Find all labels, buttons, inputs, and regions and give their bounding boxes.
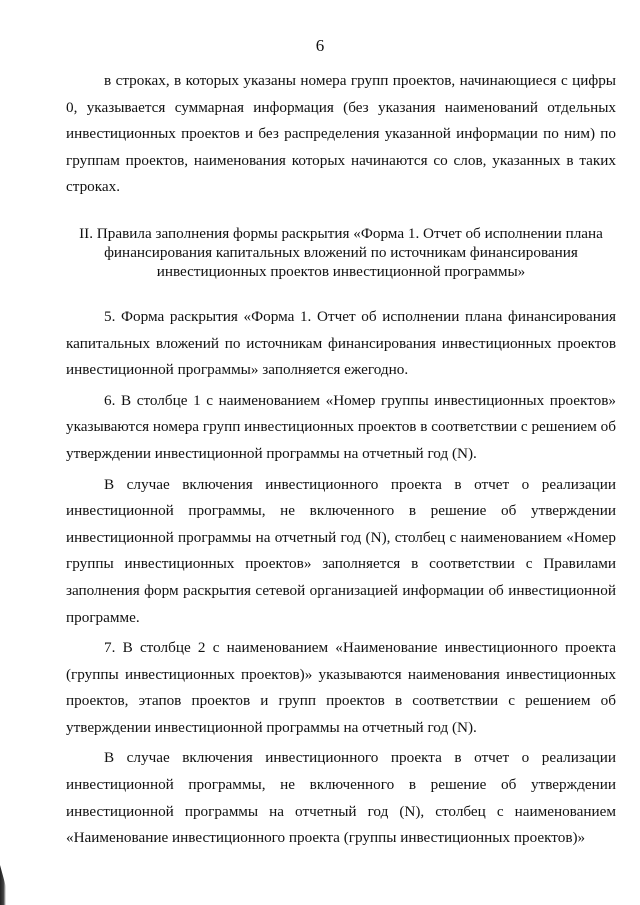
paragraph-5: 5. Форма раскрытия «Форма 1. Отчет об исполнении плана финансирования капитальных вложений по источникам финансирования инвестиционных проектов инвестиционной программы» заполняется ежегодно. xyxy=(66,307,616,379)
paragraph-intro: в строках, в которых указаны номера групп проектов, начинающиеся с цифры 0, указывается суммарная информация (без указания наименований отдельных инвестиционных проектов и без распределения указанной информации по ним) по группам проектов, наименования которых начинаются со слов, указанных в таких строках. xyxy=(66,72,616,196)
paragraph-6: 6. В столбце 1 с наименованием «Номер группы инвестиционных проектов» указываются номера групп инвестиционных проектов в соответствии с решением об утверждении инвестиционной программы на отчетный год (N). xyxy=(66,391,616,462)
scan-edge-mark xyxy=(0,865,6,905)
document-body xyxy=(66,68,616,852)
paragraph-7-continued: В случае включения инвестиционного проекта в отчет о реализации инвестиционной программы, не включенного в решение об утверждении инвестиционной программы на отчетный год (N), столбец с наименованием «Наименование инвестиционного проекта (группы инвестиционных проектов)» xyxy=(66,749,616,847)
section-spacer xyxy=(66,281,616,304)
page-number: 6 xyxy=(315,36,325,55)
paragraph-6-continued: В случае включения инвестиционного проекта в отчет о реализации инвестиционной программы, не включенного в решение об утверждении инвестиционной программы на отчетный год (N), столбец с наименованием «Номер группы инвестиционных проектов» заполняется в соответствии с Правилами заполнения форм раскрытия сетевой организацией информации об инвестиционной программе. xyxy=(66,475,616,626)
paragraph-7: 7. В столбце 2 с наименованием «Наименование инвестиционного проекта (группы инвестиционных проектов)» указываются наименования инвестиционных проектов, этапов проектов и групп проектов в соответствии с решением об утверждении инвестиционной программы на отчетный год (N). xyxy=(66,639,616,736)
section-title: II. Правила заполнения формы раскрытия «Форма 1. Отчет об исполнении плана финансирования капитальных вложений по источникам финансирования инвестиционных проектов инвестиционной программы» xyxy=(79,224,603,280)
